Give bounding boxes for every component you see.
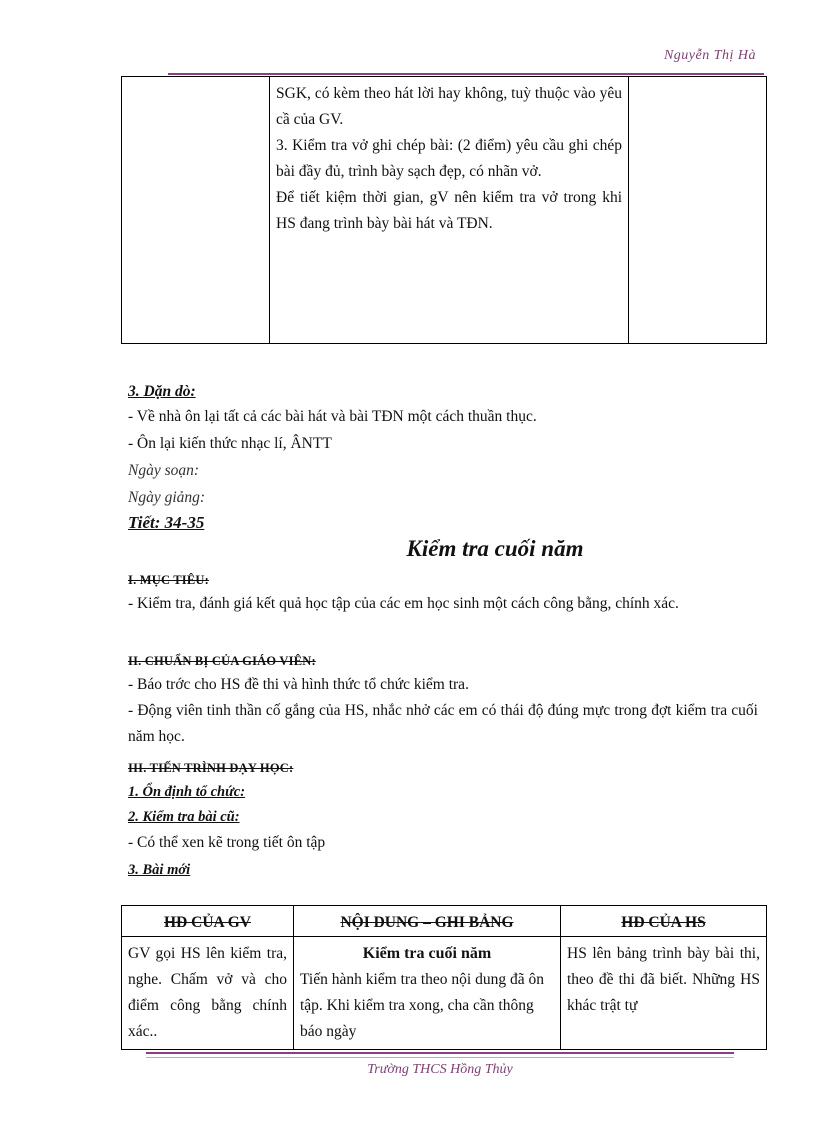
hs-text: HS lên bảng trình bày bài thi, theo đề thi đã biết. Những HS khác trật tự — [567, 945, 760, 1014]
top-table-left-cell — [122, 77, 270, 344]
preparation-heading: II. CHUẨN BỊ CỦA GIÁO VIÊN: — [128, 654, 316, 668]
activity-table — [121, 905, 767, 1050]
header-gv: HĐ CỦA GV — [122, 906, 294, 937]
section3-item-2: - Ôn lại kiến thức nhạc lí, ÂNTT — [128, 435, 332, 452]
date-teach: Ngày giảng: — [128, 489, 206, 506]
top-line-1: SGK, có kèm theo hát lời hay không, tuỳ thuộc vào yêu cầ của GV. — [276, 85, 622, 128]
objectives-heading: I. MỤC TIÊU: — [128, 573, 209, 587]
header-content: NỘI DUNG – GHI BẢNG — [294, 906, 561, 937]
process-step-1: 1. Ổn định tổ chức: — [128, 784, 246, 800]
top-line-3: Để tiết kiệm thời gian, gV nên kiểm tra vở trong khi HS đang trình bày bài hát và TĐN. — [276, 189, 622, 232]
cell-hs — [561, 937, 767, 1050]
section3-item-1: - Về nhà ôn lại tất cả các bài hát và bài TĐN một cách thuần thục. — [128, 408, 537, 425]
gv-text: GV gọi HS lên kiểm tra, nghe. Chấm vở và cho điểm công bằng chính xác.. — [128, 945, 287, 1040]
content-title: Kiểm tra cuối năm — [362, 945, 492, 962]
preparation-item-2: - Động viên tinh thần cố gắng của HS, nhắc nhở các em có thái độ đúng mực trong đợt kiểm tra cuối năm học. — [128, 702, 758, 745]
lesson-title: Kiểm tra cuối năm — [406, 536, 584, 561]
content-text: Tiến hành kiểm tra theo nội dung đã ôn tập. Khi kiểm tra xong, cha cần thông báo ngày — [300, 971, 544, 1040]
process-step-2: 2. Kiểm tra bài cũ: — [128, 809, 240, 825]
header-hs: HĐ CỦA HS — [561, 906, 767, 937]
objectives-text: - Kiểm tra, đánh giá kết quả học tập của các em học sinh một cách công bằng, chính xác. — [128, 595, 679, 612]
header-author: Nguyễn Thị Hà — [663, 48, 756, 63]
date-prep: Ngày soạn: — [128, 462, 200, 479]
footer-school: Trường THCS Hồng Thủy — [367, 1062, 513, 1077]
cell-gv — [122, 937, 294, 1050]
top-table — [121, 76, 767, 344]
cell-content — [294, 937, 561, 1050]
top-table-middle-cell — [270, 77, 629, 344]
process-step-2-text: - Có thể xen kẽ trong tiết ôn tập — [128, 834, 326, 851]
footer-rule — [146, 1052, 734, 1054]
preparation-item-1: - Báo trớc cho HS đề thi và hình thức tổ chức kiểm tra. — [128, 676, 469, 693]
top-table-right-cell — [629, 77, 767, 344]
section3-heading: 3. Dặn dò: — [128, 383, 196, 400]
process-step-3: 3. Bài mới — [128, 862, 191, 878]
footer-rule-thin — [146, 1057, 734, 1058]
lesson-period: Tiết: 34-35 — [128, 513, 205, 532]
header-rule — [168, 73, 764, 75]
top-line-2: 3. Kiểm tra vở ghi chép bài: (2 điểm) yêu cầu ghi chép bài đầy đủ, trình bày sạch đẹp, có nhãn vở. — [276, 137, 622, 180]
process-heading: III. TIẾN TRÌNH DẠY HỌC: — [128, 761, 294, 775]
